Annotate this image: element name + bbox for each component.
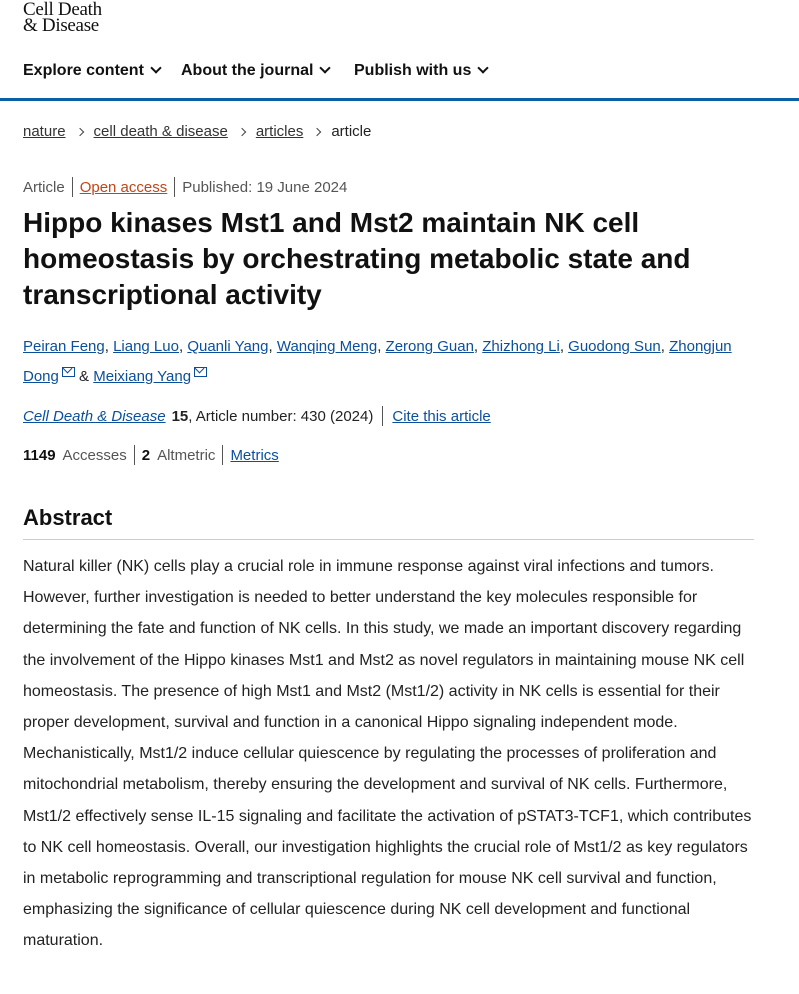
altmetric-label: Altmetric	[157, 446, 216, 464]
author-separator: ,	[559, 338, 564, 355]
divider	[134, 445, 135, 465]
author-list	[23, 332, 763, 392]
author-link[interactable]: Peiran Feng	[23, 338, 105, 355]
breadcrumb-nature[interactable]: nature	[23, 123, 66, 140]
author-separator: ,	[377, 338, 382, 355]
article-metrics	[23, 445, 279, 465]
article-title: Hippo kinases Mst1 and Mst2 maintain NK cell homeostasis by orchestrating metabolic state and transcriptional activity	[23, 207, 691, 310]
nav-publish[interactable]	[354, 62, 487, 80]
chevron-right-icon	[313, 127, 321, 135]
article-meta	[23, 177, 347, 197]
author-link[interactable]: Liang Luo	[113, 338, 179, 355]
author-link[interactable]: Meixiang Yang	[93, 368, 192, 385]
author-separator: ,	[473, 338, 479, 355]
accesses-label: Accesses	[62, 446, 127, 464]
author-link[interactable]: Quanli Yang	[187, 338, 269, 355]
divider	[174, 177, 175, 197]
chevron-down-icon	[150, 62, 161, 73]
metrics-link[interactable]: Metrics	[230, 446, 279, 464]
author-conjunction: &	[79, 368, 90, 385]
nav-label: About the journal	[181, 62, 314, 79]
abstract-text: Natural killer (NK) cells play a crucial role in immune response against viral infections and tumors. However, further investigation is needed to better understand the key molecules responsible for determining the fate and function of NK cells. In this study, we made an important discovery regarding the involvement of the Hippo kinases Mst1 and Mst2 as novel regulators in maintaining mouse NK cell homeostasis. The presence of high Mst1 and Mst2 (Mst1/2) activity in NK cells is essential for their proper development, survival and function in a canonical Hippo signaling independent mode. Mechanistically, Mst1/2 induce cellular quiescence by regulating the processes of proliferation and mitochondrial metabolism, thereby ensuring the development and survival of NK cells. Furthermore, Mst1/2 effectively sense IL-15 signaling and facilitate the activation of pSTAT3-TCF1, which contributes to NK cell homeostasis. Overall, our investigation highlights the crucial role of Mst1/2 as key regulators in metabolic reprogramming and transcriptional regulation for mouse NK cell survival and function, emphasizing the significance of cellular quiescence during NK cell development and functional maturation.	[23, 558, 752, 950]
author-separator: ,	[178, 338, 184, 355]
email-icon[interactable]	[194, 367, 207, 377]
author-link[interactable]: Zhizhong Li	[482, 338, 560, 355]
accesses-count: 1149	[23, 446, 56, 464]
breadcrumb-journal[interactable]: cell death & disease	[93, 123, 228, 140]
author-link[interactable]: Wanqing Meng	[276, 338, 378, 355]
author-separator: ,	[268, 338, 273, 355]
logo-line-2: & Disease	[23, 15, 99, 36]
chevron-right-icon	[75, 127, 83, 135]
divider	[72, 177, 73, 197]
breadcrumb-articles[interactable]: articles	[255, 123, 304, 140]
open-access-link[interactable]: Open access	[79, 178, 168, 196]
breadcrumb-current: article	[331, 123, 372, 140]
cite-article-link[interactable]: Cite this article	[392, 407, 491, 425]
article-type: Article	[23, 178, 65, 196]
author-separator: ,	[104, 338, 109, 355]
journal-logo[interactable]	[23, 2, 102, 34]
article-number: , Article number: 430 (2024)	[188, 407, 374, 425]
citation-line	[23, 406, 491, 426]
abstract-heading: Abstract	[23, 505, 754, 540]
breadcrumb	[23, 123, 371, 140]
chevron-down-icon	[320, 62, 331, 73]
volume: 15	[171, 407, 189, 425]
chevron-right-icon	[238, 127, 246, 135]
nav-label: Publish with us	[354, 62, 472, 79]
nav-label: Explore content	[23, 62, 144, 79]
logo-line-1: Cell Death	[23, 0, 102, 20]
journal-link[interactable]: Cell Death & Disease	[23, 407, 166, 425]
author-link[interactable]: Zerong Guan	[385, 338, 474, 355]
nav-explore-content[interactable]	[23, 62, 160, 80]
nav-about-journal[interactable]	[181, 62, 329, 80]
author-link[interactable]: Zhongjun Dong	[23, 338, 732, 385]
chevron-down-icon	[478, 62, 489, 73]
main-nav	[0, 48, 799, 101]
email-icon[interactable]	[62, 367, 75, 377]
altmetric-count: 2	[141, 446, 151, 464]
author-link[interactable]: Guodong Sun	[568, 338, 661, 355]
published-date: Published: 19 June 2024	[182, 178, 348, 196]
author-separator: ,	[660, 338, 665, 355]
divider	[222, 445, 223, 465]
divider	[382, 406, 383, 426]
